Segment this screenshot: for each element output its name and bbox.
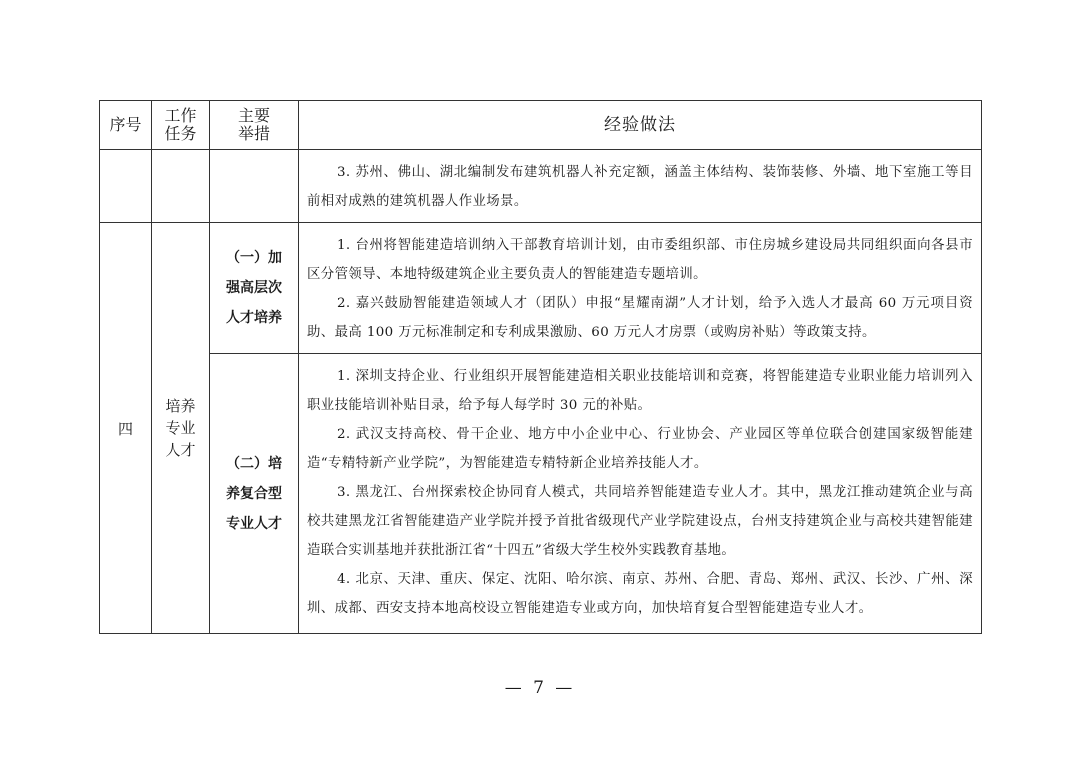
policy-table	[99, 100, 982, 634]
header-seq: 序号	[100, 101, 152, 150]
measure-title-line: 人才培养	[226, 310, 282, 326]
section-number: 四	[100, 223, 152, 634]
experience-cell	[299, 223, 982, 354]
table-row-measure-2	[100, 354, 982, 634]
measure-title-line: （一）加	[226, 250, 282, 266]
measure-title-line: （二）培	[226, 455, 282, 472]
section-task	[152, 223, 210, 634]
measure-title-line: 养复合型	[226, 485, 282, 502]
experience-cell	[299, 354, 982, 634]
experience-paragraph: 1. 深圳支持企业、行业组织开展智能建造相关职业技能培训和竞赛，将智能建造专业职业能力培训列入职业技能培训补贴目录，给予每人每学时 30 元的补贴。	[307, 369, 973, 413]
header-measure: 主要 举措	[210, 101, 299, 150]
header-experience: 经验做法	[299, 101, 982, 150]
empty-measure-cell	[210, 150, 299, 223]
task-line: 专业	[165, 419, 196, 437]
table-header-row	[100, 101, 982, 150]
task-line: 人才	[165, 441, 196, 459]
experience-cell	[299, 150, 982, 223]
experience-paragraph: 4. 北京、天津、重庆、保定、沈阳、哈尔滨、南京、苏州、合肥、青岛、郑州、武汉、长沙、广州、深圳、成都、西安支持本地高校设立智能建造专业或方向，加快培育复合型智能建造专业人才。	[307, 572, 973, 616]
measure-title-line: 专业人才	[226, 515, 282, 532]
experience-paragraph: 2. 嘉兴鼓励智能建造领域人才（团队）申报“星耀南湖”人才计划，给予入选人才最高 60 万元项目资助、最高 100 万元标准制定和专利成果激励、60 万元人才房票（或购房补贴）等政策支持。	[307, 296, 973, 340]
header-task: 工作 任务	[152, 101, 210, 150]
measure-title-line: 强高层次	[226, 280, 282, 296]
measure-title	[210, 354, 299, 634]
empty-seq-cell	[100, 150, 152, 223]
measure-title	[210, 223, 299, 354]
experience-paragraph: 3. 苏州、佛山、湖北编制发布建筑机器人补充定额，涵盖主体结构、装饰装修、外墙、地下室施工等目前相对成熟的建筑机器人作业场景。	[307, 165, 973, 209]
experience-paragraph: 1. 台州将智能建造培训纳入干部教育培训计划，由市委组织部、市住房城乡建设局共同组织面向各县市区分管领导、本地特级建筑企业主要负责人的智能建造专题培训。	[307, 238, 973, 282]
table-row-continuation	[100, 150, 982, 223]
page-number: — 7 —	[504, 678, 576, 698]
task-line: 培养	[165, 397, 196, 415]
empty-task-cell	[152, 150, 210, 223]
table-row-measure-1	[100, 223, 982, 354]
experience-paragraph: 2. 武汉支持高校、骨干企业、地方中小企业中心、行业协会、产业园区等单位联合创建国家级智能建造“专精特新产业学院”，为智能建造专精特新企业培养技能人才。	[307, 427, 973, 471]
experience-paragraph: 3. 黑龙江、台州探索校企协同育人模式，共同培养智能建造专业人才。其中，黑龙江推动建筑企业与高校共建黑龙江省智能建造产业学院并授予首批省级现代产业学院建设点，台州支持建筑企业与高校共建智能建造联合实训基地并获批浙江省“十四五”省级大学生校外实践教育基地。	[307, 485, 973, 558]
